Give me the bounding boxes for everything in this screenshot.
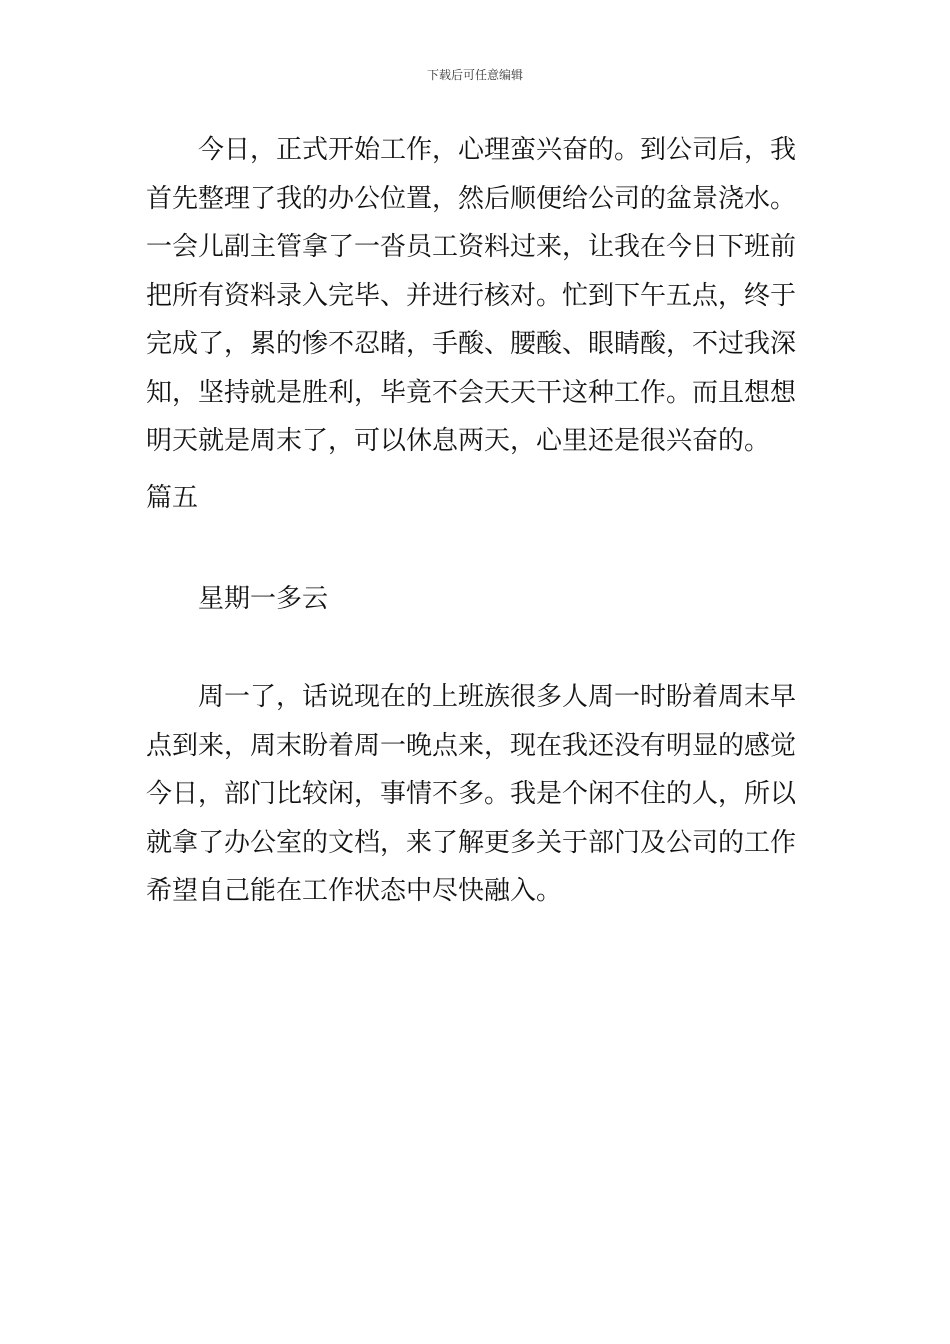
paragraph-line: 完成了，累的惨不忍睹，手酸、腰酸、眼睛酸，不过我深 [146, 329, 797, 359]
paragraph-line: 把所有资料录入完毕、并进行核对。忙到下午五点，终于 [146, 281, 797, 311]
paragraph-line: 一会儿副主管拿了一沓员工资料过来，让我在今日下班前 [146, 232, 797, 262]
paragraph-line: 希望自己能在工作状态中尽快融入。 [146, 876, 563, 906]
paragraph-line: 点到来，周末盼着周一晚点来，现在我还没有明显的感觉 [146, 731, 797, 761]
page-header: 下载后可任意编辑 [426, 68, 523, 82]
paragraph-line: 明天就是周末了，可以休息两天，心里还是很兴奋的。 [146, 426, 771, 456]
paragraph-line: 周一了，话说现在的上班族很多人周一时盼着周末早 [198, 682, 797, 712]
paragraph-line: 知，坚持就是胜利，毕竟不会天天干这种工作。而且想想 [146, 378, 797, 408]
section-heading: 篇五 [146, 483, 199, 513]
paragraph-line: 就拿了办公室的文档，来了解更多关于部门及公司的工作 [146, 828, 797, 858]
paragraph-line: 首先整理了我的办公位置，然后顺便给公司的盆景浇水。 [146, 184, 797, 214]
paragraph-line: 今日，正式开始工作，心理蛮兴奋的。到公司后，我 [198, 135, 797, 165]
date-weather-line: 星期一多云 [198, 584, 329, 614]
paragraph-line: 今日，部门比较闲，事情不多。我是个闲不住的人，所以 [146, 779, 797, 809]
